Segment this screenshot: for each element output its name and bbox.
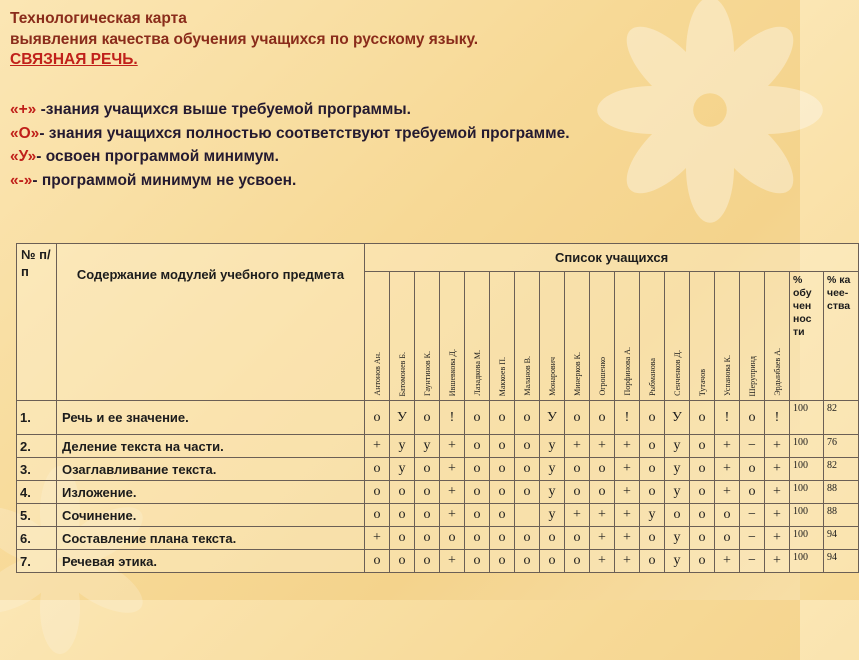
legend-symbol: «+» [10,101,37,118]
grade-mark: + [615,435,640,458]
grade-mark: о [415,401,440,435]
grade-mark: о [490,550,515,573]
grade-mark: у [665,481,690,504]
grade-mark: о [690,481,715,504]
grade-mark: о [365,401,390,435]
grade-mark: о [465,504,490,527]
pct-quality-value: 76 [824,435,859,458]
grade-mark: о [415,481,440,504]
grade-mark: о [565,458,590,481]
module-name: Деление текста на части. [57,435,365,458]
grade-mark: о [390,504,415,527]
col-header-number: № п/п [17,244,57,401]
student-name-header [765,272,790,401]
student-name: Огрошенко [597,357,607,396]
grade-mark: ! [765,401,790,435]
grade-mark: + [765,527,790,550]
grade-mark: + [765,458,790,481]
grade-mark: о [590,401,615,435]
student-name: Батомонев Б. [397,351,407,396]
grade-mark: − [740,527,765,550]
grade-mark: − [740,504,765,527]
pct-learning-value: 100 [790,435,824,458]
grade-mark: у [540,504,565,527]
grade-mark: + [590,504,615,527]
grade-mark: у [665,435,690,458]
student-name-header [565,272,590,401]
table-row [17,401,859,435]
grade-mark: У [665,401,690,435]
grade-mark: о [540,527,565,550]
student-name-header [515,272,540,401]
row-number: 1. [17,401,57,435]
grade-mark: о [740,401,765,435]
pct-learning-value: 100 [790,458,824,481]
grade-mark: о [515,435,540,458]
module-name: Речевая этика. [57,550,365,573]
grade-mark: о [490,481,515,504]
grade-mark: о [465,550,490,573]
student-name: Шерупринд [747,355,757,396]
grade-mark: + [615,527,640,550]
student-name-header [615,272,640,401]
page-subtitle: СВЯЗНАЯ РЕЧЬ. [10,51,138,68]
grade-mark: у [540,481,565,504]
grade-mark: о [590,458,615,481]
grade-mark: у [665,550,690,573]
grade-mark: о [365,504,390,527]
student-name-header [740,272,765,401]
student-name-header [690,272,715,401]
grade-mark: о [565,401,590,435]
module-name: Изложение. [57,481,365,504]
grade-mark: о [390,550,415,573]
grade-mark: о [565,481,590,504]
student-name: Рыбманова [647,358,657,396]
grade-mark: о [690,527,715,550]
grade-mark: о [490,435,515,458]
legend-text: - освоен программой минимум. [36,148,279,165]
student-name-header [465,272,490,401]
grade-mark: о [490,527,515,550]
grade-mark: о [415,527,440,550]
grade-mark: + [615,504,640,527]
pct-quality-value: 88 [824,481,859,504]
grade-mark: о [365,550,390,573]
student-name-header [540,272,565,401]
page-title-line-1: Технологическая карта [10,10,187,27]
grade-mark: + [615,550,640,573]
page-title-line-2: выявления качества обучения учащихся по русскому языку. [10,31,479,48]
table-row [17,481,859,504]
grade-mark: о [690,504,715,527]
grade-mark: у [415,435,440,458]
col-header-student-list: Список учащихся [365,244,859,272]
pct-learning-value: 100 [790,401,824,435]
grade-mark: + [615,481,640,504]
grade-mark: о [640,527,665,550]
pct-learning-value: 100 [790,550,824,573]
grade-mark: о [690,401,715,435]
grade-mark: о [515,481,540,504]
grade-mark [515,504,540,527]
col-header-pct-quality: % ка чее- ства [824,272,859,401]
grade-mark: о [465,435,490,458]
table-row [17,458,859,481]
legend-item-u [10,145,790,169]
student-name: Успанова К. [722,355,732,396]
row-number: 7. [17,550,57,573]
grade-mark: о [690,550,715,573]
pct-learning-value: 100 [790,481,824,504]
grade-mark: о [465,458,490,481]
row-number: 3. [17,458,57,481]
grade-mark: + [765,481,790,504]
grade-mark: + [590,527,615,550]
grade-mark: о [515,458,540,481]
grade-mark: − [740,435,765,458]
legend-symbol: «О» [10,124,40,142]
student-name: Порфинова А. [622,347,632,396]
grade-mark: о [465,527,490,550]
grade-mark: о [490,401,515,435]
grade-mark: У [540,401,565,435]
grade-mark: ! [440,401,465,435]
grade-mark: о [640,550,665,573]
student-name-header [590,272,615,401]
grade-mark: о [640,481,665,504]
grade-mark: + [715,550,740,573]
student-name: Маккоев П. [497,356,507,396]
student-name: Антонов Ан. [372,352,382,396]
grade-mark: о [365,458,390,481]
grade-mark: + [365,527,390,550]
grade-mark: о [515,401,540,435]
student-name: Эрдынбаев А. [772,348,782,396]
student-name: Монарович [547,357,557,396]
grade-mark: о [565,527,590,550]
grade-mark: о [740,481,765,504]
grade-mark: о [465,481,490,504]
row-number: 5. [17,504,57,527]
pct-quality-value: 82 [824,458,859,481]
grade-mark: о [640,401,665,435]
grade-mark: ! [615,401,640,435]
grade-mark: у [390,435,415,458]
legend-item-minus [10,169,790,193]
grade-mark: у [390,458,415,481]
grade-mark: + [565,435,590,458]
grade-mark: у [665,458,690,481]
student-name-header [440,272,465,401]
grade-mark: о [365,481,390,504]
grade-mark: ! [715,401,740,435]
legend-symbol: «У» [10,148,37,165]
grade-mark: + [765,550,790,573]
grade-mark: о [740,458,765,481]
grade-mark: + [715,458,740,481]
grade-mark: + [440,481,465,504]
slide-header [10,8,790,192]
tech-map-table [16,243,859,573]
grade-mark: У [390,401,415,435]
grade-mark: о [565,550,590,573]
grade-mark: + [440,504,465,527]
grade-mark: о [415,550,440,573]
grade-mark: у [540,435,565,458]
pct-learning-value: 100 [790,527,824,550]
module-name: Озаглавливание текста. [57,458,365,481]
legend-item-o [10,122,790,146]
grade-mark: + [590,550,615,573]
pct-learning-value: 100 [790,504,824,527]
grade-mark: о [515,527,540,550]
legend-text: - программой минимум не усвоен. [32,171,297,189]
student-name: Маланов В. [522,356,532,396]
student-name: Ившевкова Д. [447,348,457,396]
table-row [17,435,859,458]
grade-mark: + [765,504,790,527]
col-header-pct-learning: % обу чен нос ти [790,272,824,401]
grade-mark: + [365,435,390,458]
student-name: Лазадкова М. [472,350,482,396]
grade-mark: + [715,481,740,504]
module-name: Речь и ее значение. [57,401,365,435]
student-name-header [390,272,415,401]
student-name-header [640,272,665,401]
row-number: 4. [17,481,57,504]
grade-mark: о [690,435,715,458]
student-name-header [415,272,440,401]
row-number: 6. [17,527,57,550]
row-number: 2. [17,435,57,458]
table-row [17,550,859,573]
grade-mark: + [715,435,740,458]
grade-mark: о [640,435,665,458]
legend-symbol: «-» [10,171,33,189]
student-name: Тутачов [697,368,707,396]
grade-mark: + [440,435,465,458]
pct-quality-value: 82 [824,401,859,435]
table-row [17,504,859,527]
grade-mark: + [765,435,790,458]
grade-mark: + [565,504,590,527]
student-name-header [715,272,740,401]
grade-mark: о [590,481,615,504]
grade-mark: о [490,458,515,481]
grade-mark: у [540,458,565,481]
grade-mark: о [665,504,690,527]
grade-mark: о [465,401,490,435]
student-name-header [665,272,690,401]
grade-mark: о [690,458,715,481]
student-name: Минерков К. [572,352,582,396]
grade-mark: о [715,527,740,550]
grade-mark: у [665,527,690,550]
grade-mark: о [390,481,415,504]
grade-mark: + [440,550,465,573]
legend [10,98,790,192]
table-row [17,527,859,550]
grade-mark: о [440,527,465,550]
grade-mark: о [390,527,415,550]
grade-mark: о [540,550,565,573]
grade-mark: о [715,504,740,527]
pct-quality-value: 88 [824,504,859,527]
legend-text: -знания учащихся выше требуемой программы. [36,101,411,118]
pct-quality-value: 94 [824,550,859,573]
grade-mark: о [640,458,665,481]
grade-mark: − [740,550,765,573]
module-name: Сочинение. [57,504,365,527]
pct-quality-value: 94 [824,527,859,550]
grade-mark: о [515,550,540,573]
grade-mark: о [415,504,440,527]
grade-mark: + [440,458,465,481]
student-name-header [365,272,390,401]
grade-mark: + [590,435,615,458]
legend-text: - знания учащихся полностью соответствуют требуемой программе. [39,124,570,142]
legend-item-plus [10,98,790,122]
student-name-header [490,272,515,401]
grade-mark: о [415,458,440,481]
grade-mark: + [615,458,640,481]
grade-mark: о [490,504,515,527]
student-name: Сенченков Д. [672,350,682,396]
student-name: Гаунтинов К. [422,350,432,396]
grade-mark: у [640,504,665,527]
col-header-module: Содержание модулей учебного предмета [57,244,365,401]
module-name: Составление плана текста. [57,527,365,550]
